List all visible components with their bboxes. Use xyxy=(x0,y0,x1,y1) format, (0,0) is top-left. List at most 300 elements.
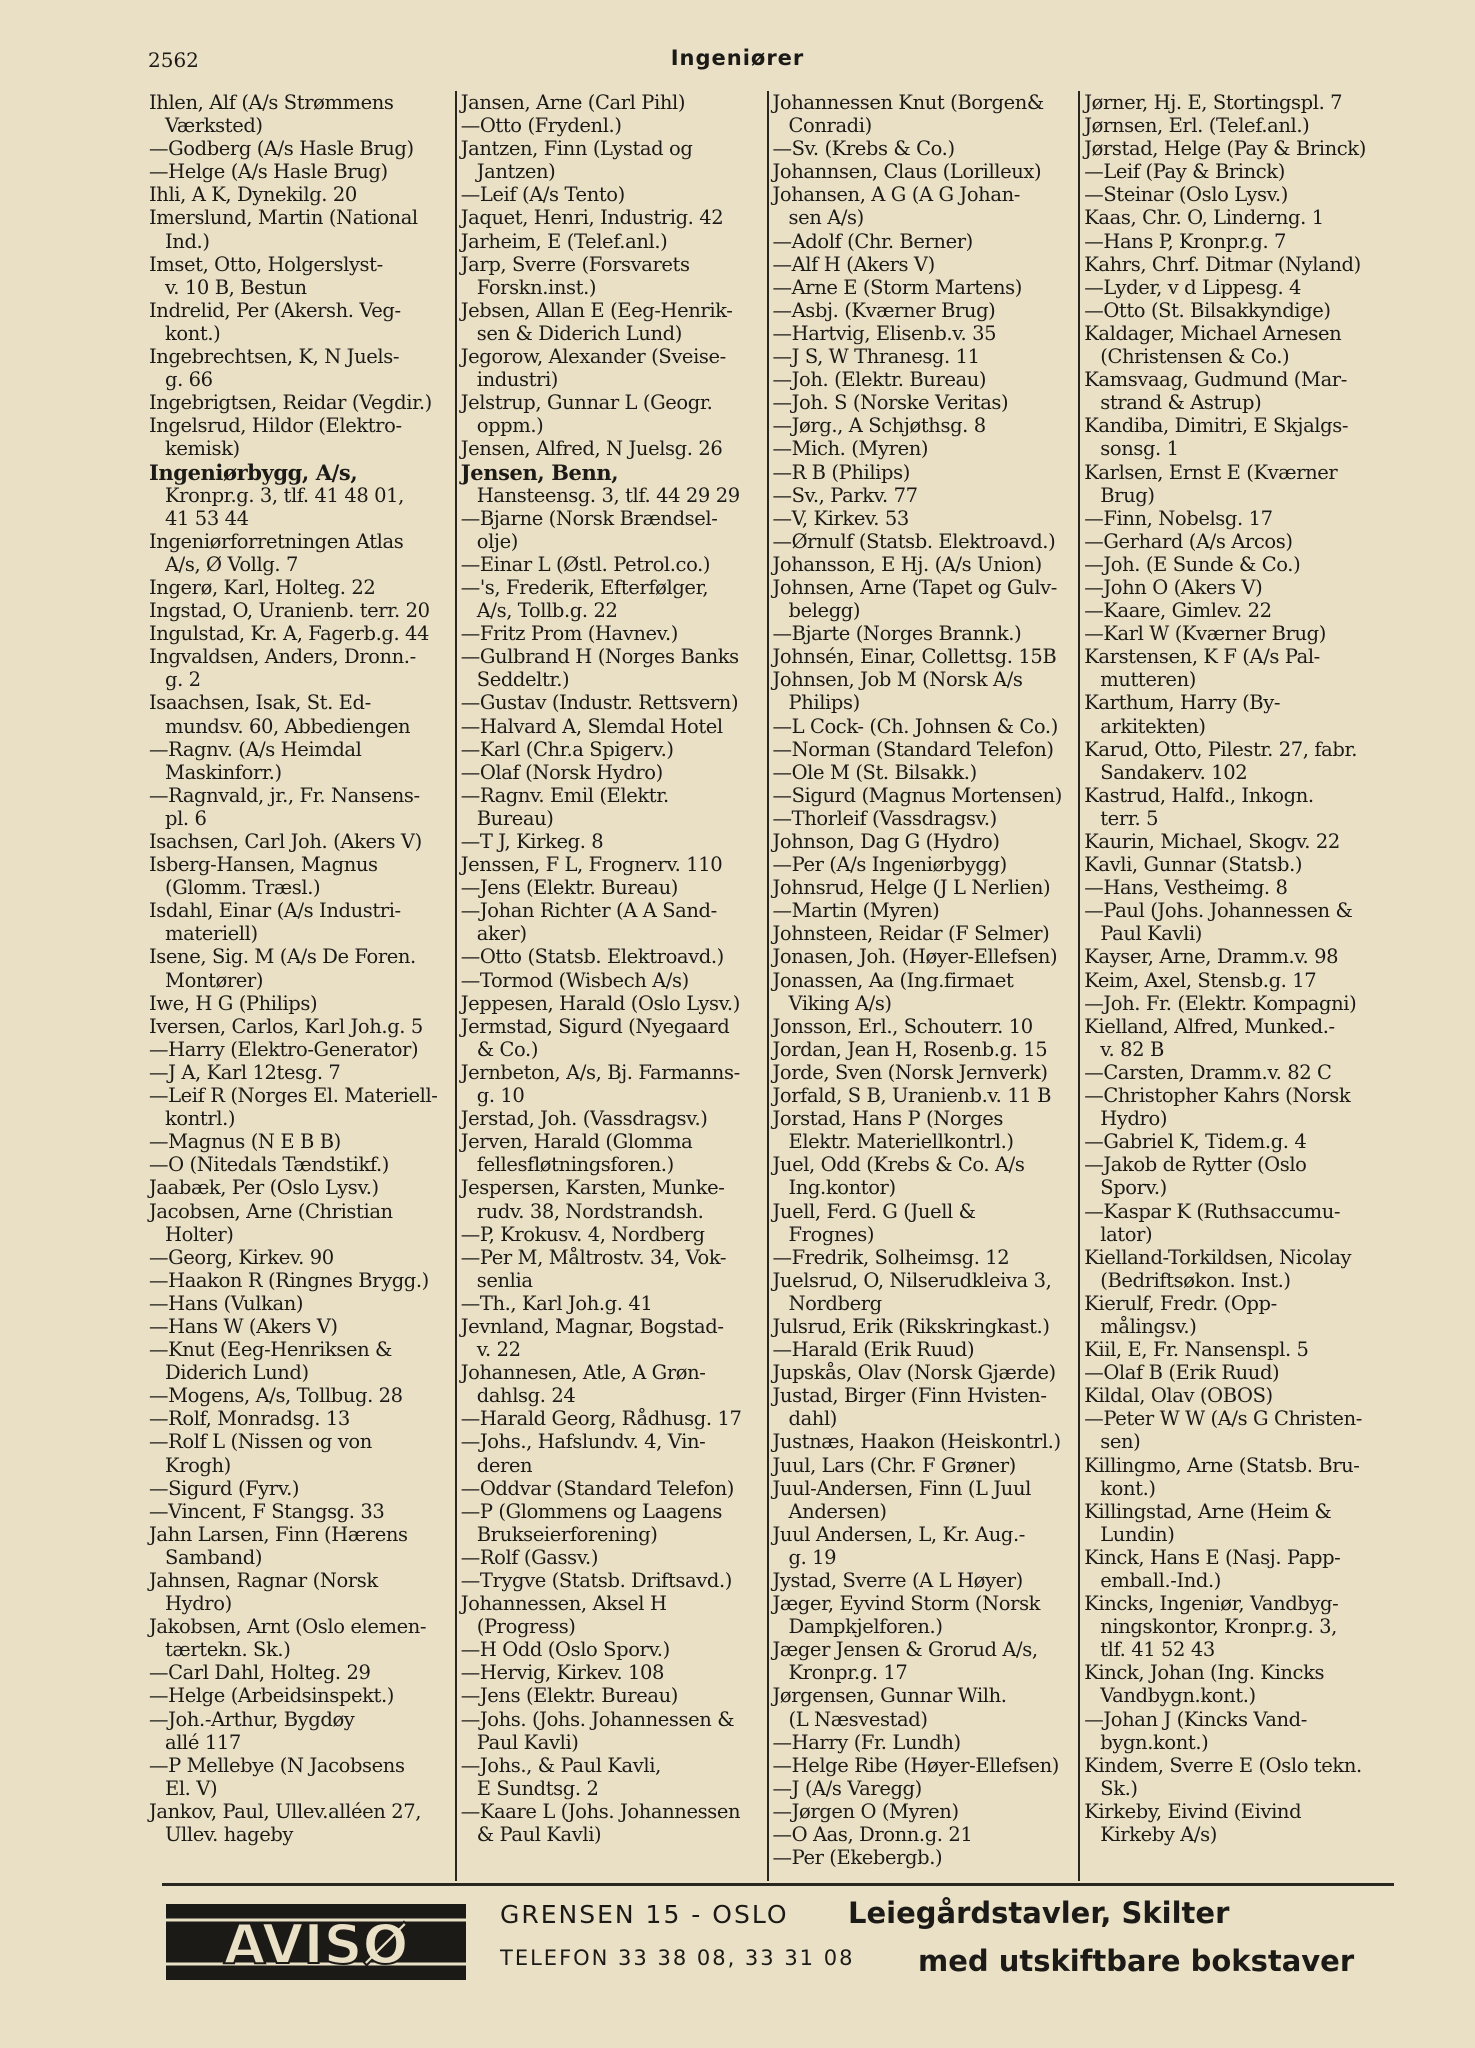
directory-entry xyxy=(1084,1061,1387,1084)
entry-line: Jonsson, Erl., Schouterr. 10 xyxy=(772,1014,1033,1038)
entry-line: Johnsen, Job M (Norsk A/s xyxy=(772,668,1023,692)
entry-line: —Carsten, Dramm.v. 82 C xyxy=(1084,1060,1332,1084)
entry-line: Paul Kavli) xyxy=(476,1730,579,1754)
entry-line: Justad, Birger (Finn Hvisten- xyxy=(772,1384,1047,1408)
directory-entry xyxy=(773,1569,1074,1592)
entry-line: Diderich Lund) xyxy=(165,1361,309,1385)
entry-line: Kiil, E, Fr. Nansenspl. 5 xyxy=(1084,1338,1309,1362)
directory-entry xyxy=(1084,1754,1387,1800)
directory-entry xyxy=(461,784,762,830)
directory-entry xyxy=(1084,1384,1387,1407)
directory-entry xyxy=(1084,738,1387,784)
entry-line: —Fredrik, Solheimsg. 12 xyxy=(772,1245,1010,1269)
entry-line: A/s, Tollb.g. 22 xyxy=(476,599,618,623)
entry-line: mutteren) xyxy=(1100,668,1196,692)
directory-entry xyxy=(149,853,450,899)
directory-entry xyxy=(773,276,1074,299)
entry-line: Johnsen, Arne (Tapet og Gulv- xyxy=(772,575,1057,599)
entry-line: Kirkeby, Eivind (Eivind xyxy=(1084,1799,1302,1823)
directory-entry xyxy=(461,1800,762,1846)
entry-line: (Bedriftsøkon. Inst.) xyxy=(1100,1268,1291,1292)
directory-entry xyxy=(149,1708,450,1754)
entry-line: Justnæs, Haakon (Heiskontrl.) xyxy=(772,1430,1061,1454)
entry-line: —Bjarte (Norges Brannk.) xyxy=(772,622,1022,646)
entry-line: Jespersen, Karsten, Munke- xyxy=(460,1176,725,1200)
entry-line: —Magnus (N E B B) xyxy=(149,1130,341,1154)
entry-line: Jevnland, Magnar, Bogstad- xyxy=(460,1314,724,1338)
entry-line: tærtekn. Sk.) xyxy=(165,1638,291,1662)
directory-entry xyxy=(1084,576,1387,599)
directory-entry xyxy=(149,1523,450,1569)
directory-entry xyxy=(149,599,450,622)
entry-line: Keim, Axel, Stensb.g. 17 xyxy=(1084,968,1317,992)
entry-line: —Olaf B (Erik Ruud) xyxy=(1084,1361,1280,1385)
entry-line: —Peter W W (A/s G Christen- xyxy=(1084,1407,1362,1431)
entry-line: Jorstad, Hans P (Norges xyxy=(772,1107,1004,1131)
entry-line: terr. 5 xyxy=(1100,806,1159,830)
directory-entry xyxy=(149,1569,450,1615)
directory-entry xyxy=(1084,1661,1387,1707)
entry-line: —P, Krokusv. 4, Nordberg xyxy=(460,1222,705,1246)
directory-entry xyxy=(1084,784,1387,830)
entry-line: —Otto (St. Bilsakkyndige) xyxy=(1084,298,1331,322)
directory-entry xyxy=(149,1246,450,1269)
page-number: 2562 xyxy=(148,48,199,72)
entry-line: Killingstad, Arne (Heim & xyxy=(1084,1499,1332,1523)
directory-entry xyxy=(149,1176,450,1199)
entry-line: —Per (A/s Ingeniørbygg) xyxy=(772,853,1007,877)
directory-entry xyxy=(149,530,450,576)
entry-line: —R B (Philips) xyxy=(772,460,910,484)
entry-line: Kindem, Sverre E (Oslo tekn. xyxy=(1084,1753,1362,1777)
directory-entry xyxy=(149,1269,450,1292)
entry-line: Kielland-Torkildsen, Nicolay xyxy=(1084,1245,1352,1269)
entry-line: Jorfald, S B, Uranienb.v. 11 B xyxy=(772,1084,1052,1108)
entry-line: Jæger, Eyvind Storm (Norsk xyxy=(772,1592,1041,1616)
entry-line: Juul Andersen, L, Kr. Aug.- xyxy=(772,1522,1025,1546)
directory-entry xyxy=(461,691,762,714)
entry-line: Montører) xyxy=(165,968,264,992)
entry-line: Isaachsen, Isak, St. Ed- xyxy=(149,691,371,715)
entry-line: —Carl Dahl, Holteg. 29 xyxy=(149,1661,371,1685)
directory-entry xyxy=(149,1130,450,1153)
entry-line: —Harry (Fr. Lundh) xyxy=(772,1730,961,1754)
directory-entry xyxy=(149,1015,450,1038)
directory-entry xyxy=(773,1684,1074,1730)
directory-entry xyxy=(773,322,1074,345)
entry-line: Kronpr.g. 3, tlf. 41 48 01, xyxy=(165,483,404,507)
entry-line: Andersen) xyxy=(788,1499,887,1523)
directory-entry xyxy=(461,183,762,206)
entry-line: Ingeniørbygg, A/s, xyxy=(149,459,358,485)
entry-line: —Johs., & Paul Kavli, xyxy=(460,1753,661,1777)
entry-line: g. 2 xyxy=(165,668,201,692)
entry-line: —Gerhard (A/s Arcos) xyxy=(1084,529,1293,553)
directory-entry xyxy=(1084,1130,1387,1153)
aviso-logo-text: AVISØ xyxy=(223,1913,409,1976)
directory-entry xyxy=(461,899,762,945)
entry-line: —Joh. (Elektr. Bureau) xyxy=(772,368,987,392)
entry-line: Holter) xyxy=(165,1222,234,1246)
entry-line: Indrelid, Per (Akersh. Veg- xyxy=(149,298,401,322)
entry-line: —Rolf, Monradsg. 13 xyxy=(149,1407,350,1431)
directory-entry xyxy=(149,622,450,645)
directory-entry xyxy=(149,945,450,991)
entry-line: Jaquet, Henri, Industrig. 42 xyxy=(460,206,724,230)
entry-line: —Rolf (Gassv.) xyxy=(460,1545,599,1569)
directory-entry xyxy=(1084,969,1387,992)
entry-line: Ind.) xyxy=(165,229,210,253)
directory-entry xyxy=(149,576,450,599)
directory-entry xyxy=(149,391,450,414)
directory-entry xyxy=(1084,1546,1387,1592)
entry-line: —O (Nitedals Tændstikf.) xyxy=(149,1153,390,1177)
directory-column-1 xyxy=(145,91,457,1881)
directory-entry xyxy=(149,1661,450,1684)
entry-line: Killingmo, Arne (Statsb. Bru- xyxy=(1084,1453,1360,1477)
entry-line: Jystad, Sverre (A L Høyer) xyxy=(772,1569,1023,1592)
entry-line: arkitekten) xyxy=(1100,714,1206,738)
entry-line: —Per M, Måltrostv. 34, Vok- xyxy=(460,1245,727,1269)
directory-entry xyxy=(461,1361,762,1407)
entry-line: Sk.) xyxy=(1100,1776,1138,1800)
directory-entry xyxy=(1084,368,1387,414)
entry-line: Elektr. Materiellkontrl.) xyxy=(788,1130,1014,1154)
entry-line: kontrl.) xyxy=(165,1107,236,1131)
directory-column-4 xyxy=(1080,91,1392,1881)
directory-entry xyxy=(1084,622,1387,645)
directory-entry xyxy=(149,160,450,183)
directory-entry xyxy=(1084,1200,1387,1246)
entry-line: Dampkjelforen.) xyxy=(788,1615,943,1639)
directory-entry xyxy=(461,137,762,183)
entry-line: —Rolf L (Nissen og von xyxy=(149,1430,372,1454)
entry-line: målingsv.) xyxy=(1100,1314,1197,1338)
entry-line: —Fritz Prom (Havnev.) xyxy=(460,622,678,646)
entry-line: —L Cock- (Ch. Johnsen & Co.) xyxy=(772,714,1058,738)
directory-entry xyxy=(461,1546,762,1569)
section-title: Ingeniører xyxy=(670,46,805,70)
entry-line: Jahn Larsen, Finn (Hærens xyxy=(149,1522,408,1546)
directory-entry xyxy=(773,969,1074,1015)
entry-line: Kastrud, Halfd., Inkogn. xyxy=(1084,783,1314,807)
entry-line: Isene, Sig. M (A/s De Foren. xyxy=(149,945,416,969)
directory-entry xyxy=(461,391,762,437)
entry-line: Ihli, A K, Dynekilg. 20 xyxy=(149,183,357,207)
entry-line: dahl) xyxy=(788,1407,838,1431)
directory-entry xyxy=(773,183,1074,229)
directory-entry xyxy=(149,738,450,784)
entry-line: Ingeniørforretningen Atlas xyxy=(149,529,404,553)
directory-entry xyxy=(461,992,762,1015)
entry-line: Imset, Otto, Holgerslyst- xyxy=(149,252,383,276)
entry-line: —Trygve (Statsb. Driftsavd.) xyxy=(460,1569,732,1592)
directory-entry xyxy=(773,345,1074,368)
entry-line: —Hartvig, Elisenb.v. 35 xyxy=(772,321,997,345)
entry-line: —Sigurd (Magnus Mortensen) xyxy=(772,783,1062,807)
directory-entry xyxy=(149,1292,450,1315)
directory-entry xyxy=(1084,691,1387,737)
directory-entry xyxy=(149,1615,450,1661)
entry-line: —Knut (Eeg-Henriksen & xyxy=(149,1338,393,1362)
directory-entry xyxy=(1084,160,1387,183)
directory-entry xyxy=(773,1084,1074,1107)
entry-line: Sandakerv. 102 xyxy=(1100,760,1248,784)
entry-line: —H Odd (Oslo Sporv.) xyxy=(460,1638,670,1662)
ad-phone: TELEFON 33 38 08, 33 31 08 xyxy=(500,1946,855,1970)
directory-entry xyxy=(149,1684,450,1707)
entry-line: materiell) xyxy=(165,922,258,946)
directory-entry xyxy=(773,715,1074,738)
entry-line: Jorde, Sven (Norsk Jernverk) xyxy=(772,1060,1048,1084)
entry-line: —Arne E (Storm Martens) xyxy=(772,275,1022,299)
entry-line: Jonassen, Aa (Ing.firmaet xyxy=(772,968,1014,992)
entry-line: Karlsen, Ernst E (Kværner xyxy=(1084,460,1338,484)
entry-line: —Bjarne (Norsk Brændsel- xyxy=(460,506,718,530)
directory-entry xyxy=(461,1430,762,1476)
directory-entry xyxy=(1084,1407,1387,1453)
entry-line: Jupskås, Olav (Norsk Gjærde) xyxy=(772,1361,1056,1385)
directory-entry xyxy=(773,137,1074,160)
entry-line: —John O (Akers V) xyxy=(1084,575,1263,599)
directory-entry xyxy=(773,1153,1074,1199)
advertisement xyxy=(162,1883,1394,2002)
directory-entry xyxy=(773,1038,1074,1061)
entry-line: Jarheim, E (Telef.anl.) xyxy=(460,229,668,253)
directory-entry xyxy=(1084,114,1387,137)
directory-entry xyxy=(149,899,450,945)
directory-entry xyxy=(1084,830,1387,853)
entry-line: El. V) xyxy=(165,1776,218,1800)
directory-entry xyxy=(1084,276,1387,299)
ad-slogan-line-2: med utskiftbare bokstaver xyxy=(918,1944,1355,1978)
entry-line: Kierulf, Fredr. (Opp- xyxy=(1084,1291,1277,1315)
directory-entry xyxy=(773,1731,1074,1754)
entry-line: Bureau) xyxy=(476,806,554,830)
directory-entry xyxy=(149,1430,450,1476)
entry-line: —Alf H (Akers V) xyxy=(772,252,935,276)
entry-line: —Jens (Elektr. Bureau) xyxy=(460,876,678,900)
entry-line: Juul, Lars (Chr. F Grøner) xyxy=(772,1453,1016,1477)
entry-line: —Joh. (E Sunde & Co.) xyxy=(1084,552,1301,576)
directory-entry xyxy=(1084,322,1387,368)
entry-line: —Mich. (Myren) xyxy=(772,437,929,461)
entry-line: deren xyxy=(476,1453,533,1477)
entry-line: —Georg, Kirkev. 90 xyxy=(149,1245,334,1269)
entry-line: —Kaare, Gimlev. 22 xyxy=(1084,599,1272,623)
entry-line: Iversen, Carlos, Karl Joh.g. 5 xyxy=(149,1014,423,1038)
entry-line: Kinck, Hans E (Nasj. Papp- xyxy=(1084,1545,1341,1569)
entry-line: (Glomm. Træsl.) xyxy=(165,876,321,900)
entry-line: Jerven, Harald (Glomma xyxy=(460,1130,693,1154)
directory-entry xyxy=(461,1407,762,1430)
entry-line: Karstensen, K F (A/s Pal- xyxy=(1084,645,1320,669)
entry-line: —Harald (Erik Ruud) xyxy=(772,1338,975,1362)
directory-entry xyxy=(1084,599,1387,622)
entry-line: fellesfløtningsforen.) xyxy=(476,1153,674,1177)
entry-line: —Ragnv. (A/s Heimdal xyxy=(149,737,362,761)
entry-line: —P (Glommens og Laagens xyxy=(460,1499,723,1523)
entry-line: Karud, Otto, Pilestr. 27, fabr. xyxy=(1084,737,1358,761)
directory-entry xyxy=(1084,1500,1387,1546)
entry-line: Jantzen) xyxy=(476,160,556,184)
entry-line: Johnson, Dag G (Hydro) xyxy=(772,830,1000,853)
entry-line: —Otto (Frydenl.) xyxy=(460,114,622,138)
directory-entry xyxy=(773,414,1074,437)
entry-line: (Progress) xyxy=(476,1615,576,1639)
entry-line: —Christopher Kahrs (Norsk xyxy=(1084,1084,1351,1108)
entry-line: Kayser, Arne, Dramm.v. 98 xyxy=(1084,945,1339,969)
entry-line: ningskontor, Kronpr.g. 3, xyxy=(1100,1615,1337,1639)
entry-line: Jansen, Arne (Carl Pihl) xyxy=(460,91,686,114)
directory-entry xyxy=(773,484,1074,507)
directory-entry xyxy=(461,1477,762,1500)
entry-line: allé 117 xyxy=(165,1730,241,1754)
entry-line: (Christensen & Co.) xyxy=(1100,345,1290,369)
entry-line: Isachsen, Carl Joh. (Akers V) xyxy=(149,830,422,853)
entry-line: Ingerø, Karl, Holteg. 22 xyxy=(149,575,376,599)
entry-line: —Hans P, Kronpr.g. 7 xyxy=(1084,229,1287,253)
entry-line: Jebsen, Allan E (Eeg-Henrik- xyxy=(460,298,733,322)
directory-entry xyxy=(461,1661,762,1684)
directory-entry xyxy=(461,253,762,299)
ad-address: GRENSEN 15 - OSLO xyxy=(500,1900,789,1929)
entry-line: Kronpr.g. 17 xyxy=(788,1661,908,1685)
entry-line: Hydro) xyxy=(1100,1107,1168,1131)
directory-entry xyxy=(461,1061,762,1107)
directory-entry xyxy=(149,137,450,160)
entry-line: g. 19 xyxy=(788,1545,837,1569)
entry-line: belegg) xyxy=(788,599,861,623)
directory-entry xyxy=(773,738,1074,761)
directory-entry xyxy=(149,1038,450,1061)
directory-entry xyxy=(461,1107,762,1130)
entry-line: —Harry (Elektro-Generator) xyxy=(149,1037,419,1061)
entry-line: —Halvard A, Slemdal Hotel xyxy=(460,714,723,738)
entry-line: —Johs. (Johs. Johannessen & xyxy=(460,1707,735,1731)
entry-line: —Joh. Fr. (Elektr. Kompagni) xyxy=(1084,991,1357,1015)
entry-line: Johansson, E Hj. (A/s Union) xyxy=(772,552,1042,576)
entry-line: Seddeltr.) xyxy=(476,668,570,692)
entry-line: —Sv., Parkv. 77 xyxy=(772,483,918,507)
directory-entry xyxy=(773,160,1074,183)
directory-entry xyxy=(1084,253,1387,276)
entry-line: Samband) xyxy=(165,1545,263,1569)
entry-line: Johnsteen, Reidar (F Selmer) xyxy=(772,922,1050,946)
directory-entry xyxy=(461,1754,762,1800)
entry-line: —Vincent, F Stangsg. 33 xyxy=(149,1499,385,1523)
entry-line: —Lyder, v d Lippesg. 4 xyxy=(1084,275,1302,299)
directory-entry xyxy=(149,992,450,1015)
entry-line: Ihlen, Alf (A/s Strømmens xyxy=(149,91,394,114)
directory-entry xyxy=(461,437,762,460)
entry-line: —Karl W (Kværner Brug) xyxy=(1084,622,1326,646)
entry-line: —Johs., Hafslundv. 4, Vin- xyxy=(460,1430,706,1454)
directory-entry xyxy=(461,1592,762,1638)
entry-line: Kielland, Alfred, Munked.- xyxy=(1084,1014,1335,1038)
entry-line: Ingebrechtsen, K, N Juels- xyxy=(149,345,400,369)
directory-entry xyxy=(773,876,1074,899)
directory-entry xyxy=(773,645,1074,668)
entry-line: Kildal, Olav (OBOS) xyxy=(1084,1384,1273,1408)
directory-entry xyxy=(461,299,762,345)
directory-entry xyxy=(1084,1015,1387,1061)
directory-entry xyxy=(461,1015,762,1061)
directory-entry xyxy=(1084,1592,1387,1661)
directory-entry xyxy=(149,484,450,530)
entry-line: Johannesen, Atle, A Grøn- xyxy=(460,1361,706,1385)
directory-entry xyxy=(773,1107,1074,1153)
entry-line: Ingelsrud, Hildor (Elektro- xyxy=(149,414,402,438)
entry-line: (L Næsvestad) xyxy=(788,1707,928,1731)
directory-entry xyxy=(461,1292,762,1315)
directory-entry xyxy=(1084,414,1387,460)
entry-line: Kincks, Ingeniør, Vandbyg- xyxy=(1084,1592,1339,1616)
aviso-logo-icon xyxy=(166,1896,466,1988)
entry-line: Juel, Odd (Krebs & Co. A/s xyxy=(772,1153,1025,1177)
entry-line: Johannessen, Aksel H xyxy=(460,1592,667,1616)
directory-entry xyxy=(149,1084,450,1130)
entry-line: —Tormod (Wisbech A/s) xyxy=(460,968,689,992)
directory-entry xyxy=(1084,992,1387,1015)
directory-entry xyxy=(461,484,762,507)
entry-line: Jensen, Alfred, N Juelsg. 26 xyxy=(460,437,723,461)
directory-entry xyxy=(1084,1454,1387,1500)
entry-line: —Hans, Vestheimg. 8 xyxy=(1084,876,1288,900)
directory-entry xyxy=(461,206,762,229)
entry-line: Philips) xyxy=(788,691,860,715)
directory-entry xyxy=(149,691,450,737)
entry-line: Julsrud, Erik (Rikskringkast.) xyxy=(772,1314,1050,1338)
directory-entry xyxy=(1084,206,1387,229)
directory-entry xyxy=(461,553,762,576)
entry-line: —Kaare L (Johs. Johannessen xyxy=(460,1799,741,1823)
entry-line: —Gulbrand H (Norges Banks xyxy=(460,645,739,669)
entry-line: & Co.) xyxy=(476,1037,539,1061)
entry-line: Jenssen, F L, Frognerv. 110 xyxy=(460,853,723,877)
entry-line: Maskinforr.) xyxy=(165,760,282,784)
entry-line: Kirkeby A/s) xyxy=(1100,1823,1217,1847)
directory-entry xyxy=(773,1384,1074,1430)
entry-line: —Steinar (Oslo Lysv.) xyxy=(1084,183,1288,207)
directory-entry xyxy=(149,414,450,460)
directory-entry xyxy=(149,91,450,137)
directory-entry xyxy=(1084,530,1387,553)
entry-line: Jørnsen, Erl. (Telef.anl.) xyxy=(1084,114,1310,138)
entry-line: Brug) xyxy=(1100,483,1155,507)
directory-entry xyxy=(461,1246,762,1292)
directory-entry xyxy=(773,1800,1074,1823)
directory-entry xyxy=(149,253,450,299)
directory-entry xyxy=(461,576,762,622)
entry-line: —Ragnvald, jr., Fr. Nansens- xyxy=(149,783,420,807)
entry-line: Johnsrud, Helge (J L Nerlien) xyxy=(772,876,1051,900)
directory-entry xyxy=(773,945,1074,968)
entry-line: kont.) xyxy=(165,321,221,345)
entry-line: Viking A/s) xyxy=(788,991,892,1015)
directory-entry xyxy=(461,91,762,114)
entry-line: —Helge (A/s Hasle Brug) xyxy=(149,160,388,184)
entry-line: —V, Kirkev. 53 xyxy=(772,506,909,530)
entry-line: —Helge Ribe (Høyer-Ellefsen) xyxy=(772,1753,1059,1777)
entry-line: —Johan J (Kincks Vand- xyxy=(1084,1707,1307,1731)
directory-entry xyxy=(461,345,762,391)
entry-line: v. 22 xyxy=(476,1338,521,1362)
directory-entry xyxy=(149,1200,450,1246)
entry-line: —Olaf (Norsk Hydro) xyxy=(460,760,663,784)
directory-entry xyxy=(773,1269,1074,1315)
directory-columns xyxy=(145,91,1392,1881)
